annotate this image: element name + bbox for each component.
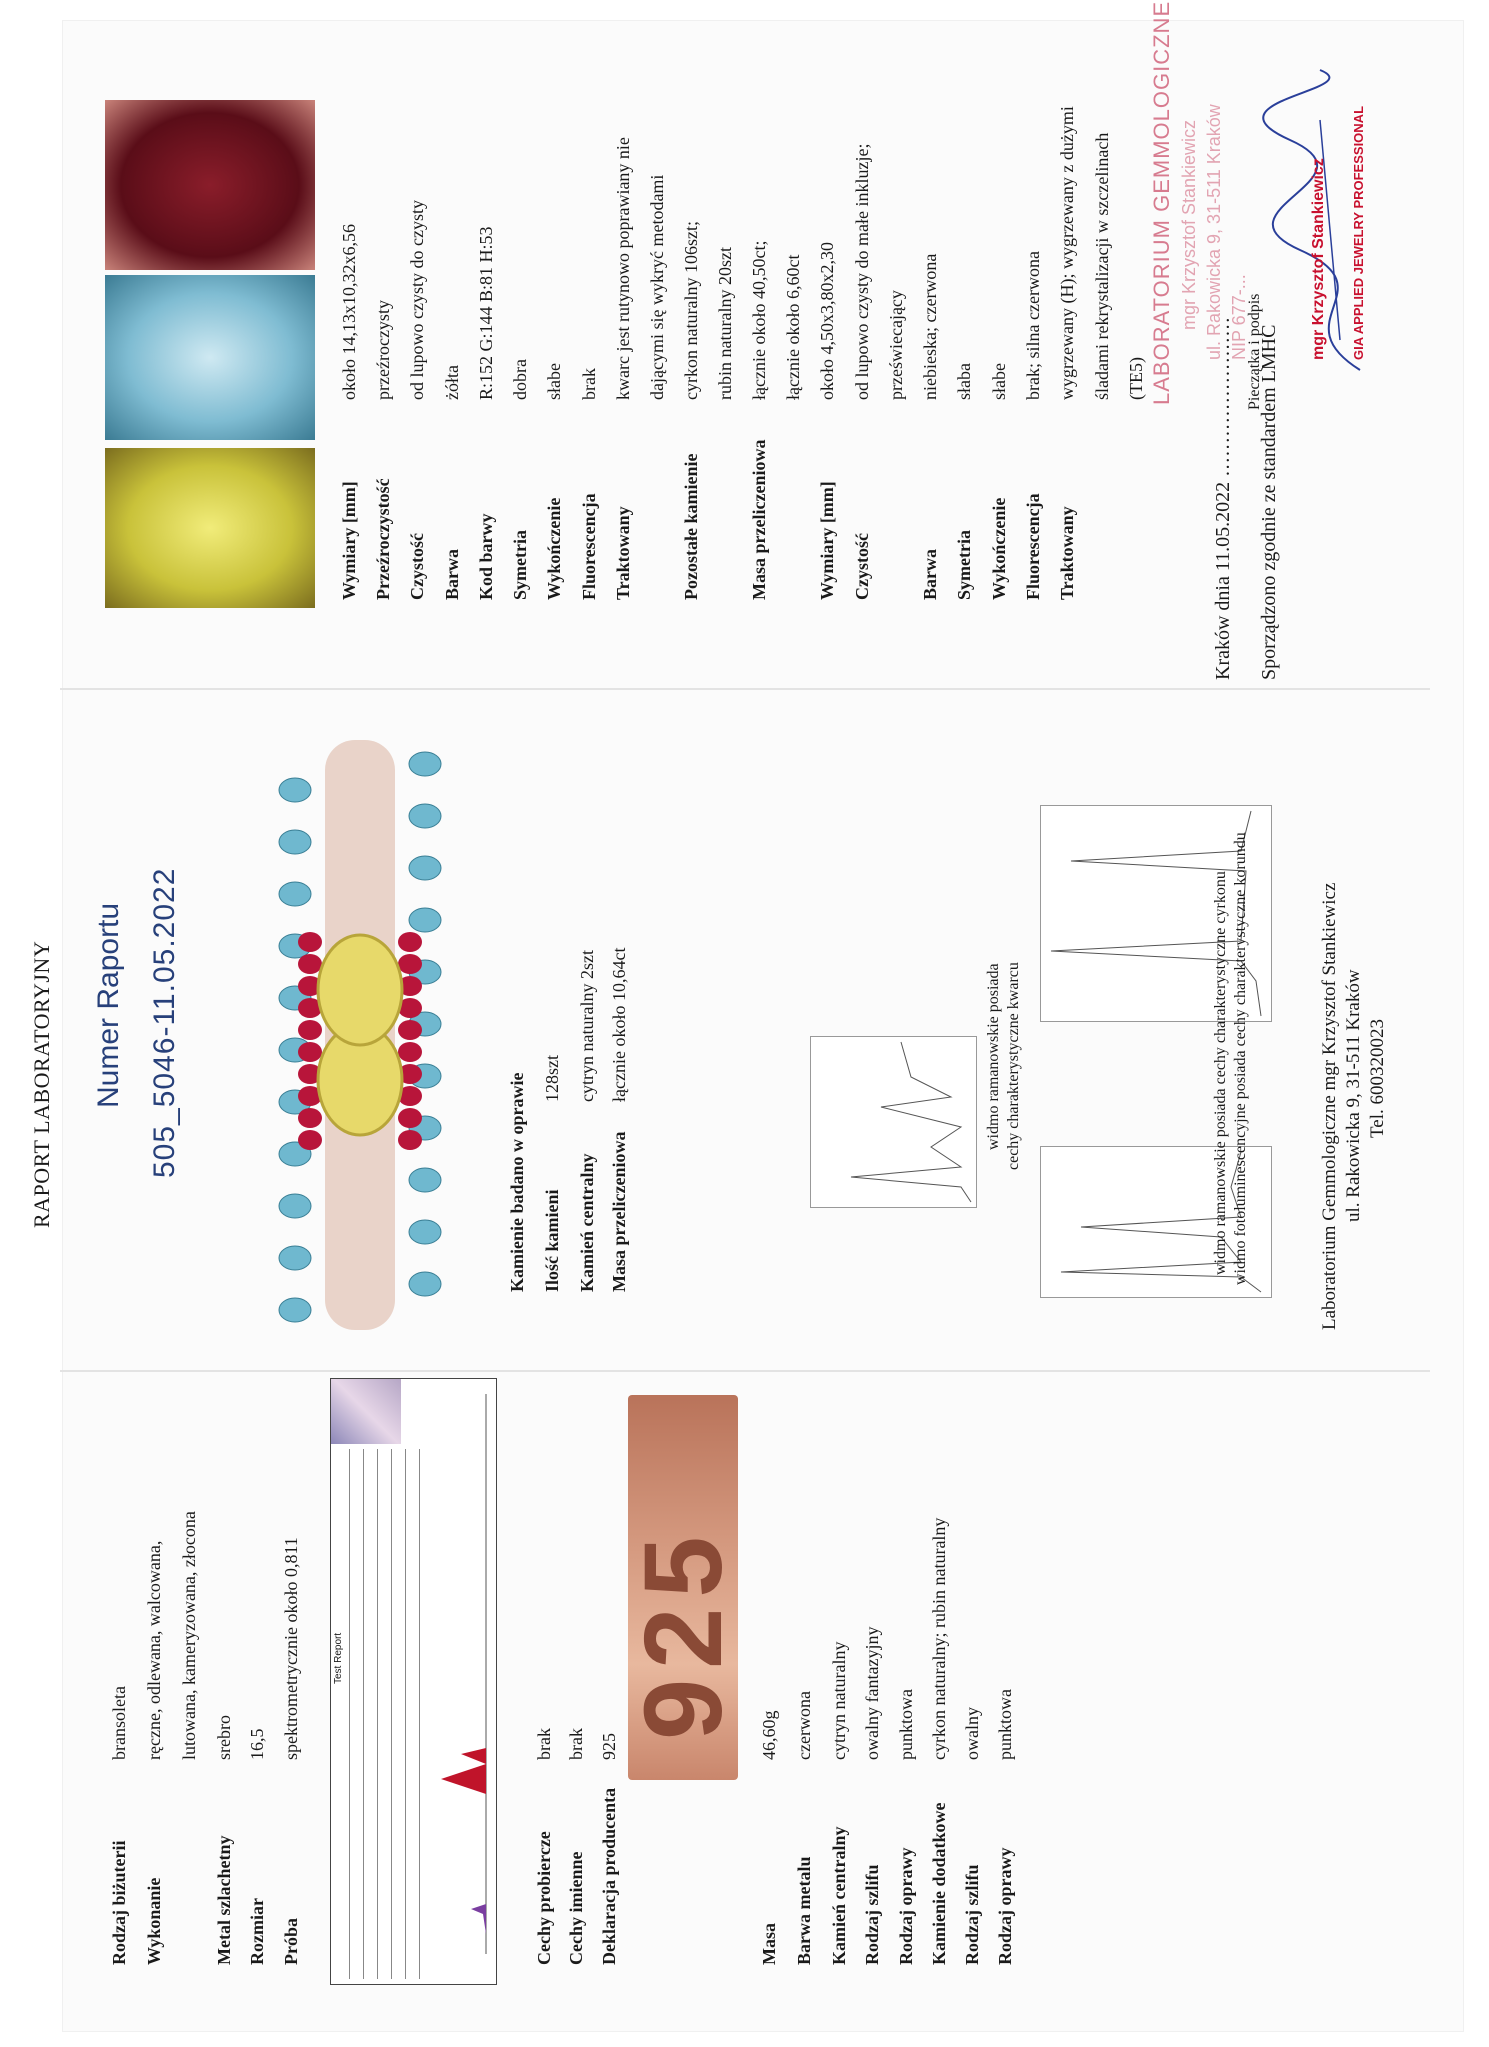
right-value-12: łącznie około 40,50ct; (749, 240, 769, 400)
zircon-photo (105, 275, 315, 440)
signature-name: mgr Krzysztof Stankiewicz (1310, 158, 1327, 360)
right-label-5: Symetria (510, 530, 530, 600)
report-table-line (363, 1449, 364, 1979)
value-metal: srebro (214, 1715, 234, 1760)
hallmark-925-text: 925 (622, 1526, 745, 1740)
test-report-box (330, 1378, 497, 1985)
raman-quartz-spectrum (810, 1036, 977, 1208)
right-value-14: około 4,50x3,80x2,30 (817, 241, 837, 400)
value-cechy-imienne: brak (566, 1728, 586, 1760)
label-bottom-5: Kamienie dodatkowe (929, 1802, 949, 1965)
right-value-10: cyrkon naturalny 106szt; (681, 221, 701, 400)
right-label-1: Przeźroczystość (373, 478, 393, 600)
stamp-line-1: LABORATORIUM GEMMOLOGICZNE (1149, 0, 1174, 405)
right-value-4: R:152 G:144 B:81 H:53 (476, 226, 496, 400)
label-bottom-6: Rodzaj szlifu (962, 1864, 982, 1965)
ruby-photo (105, 100, 315, 270)
report-number-value: 505_5046-11.05.2022 (148, 867, 181, 1178)
value-bottom-0: 46,60g (759, 1710, 779, 1760)
right-label-12: Masa przeliczeniowa (749, 439, 769, 600)
right-label-3: Barwa (442, 549, 462, 600)
sample-photo (331, 1379, 401, 1444)
value-bottom-4: punktowa (896, 1689, 916, 1760)
fold-line (60, 688, 1430, 690)
footer-phone: Tel. 600320023 (1367, 1019, 1388, 1138)
value-bottom-5: cyrkon naturalny; rubin naturalny (929, 1517, 949, 1760)
right-label-15: Czystość (852, 533, 872, 600)
right-value-15: od lupowo czysty do małe inkluzje; (852, 143, 872, 400)
label-bottom-0: Masa (759, 1923, 779, 1965)
label-bottom-7: Rodzaj oprawy (995, 1847, 1015, 1965)
value-bottom-6: owalny (962, 1707, 982, 1760)
right-label-0: Wymiary [mm] (339, 481, 359, 600)
stamp-line-4: NIP 677-... (1229, 274, 1249, 360)
spectrum-chart (431, 1394, 491, 1954)
label-proba: Próba (281, 1918, 301, 1965)
center-label-2: Kamień centralny (577, 1153, 597, 1292)
report-table-line (377, 1449, 378, 1979)
value-cechy-probiercze: brak (534, 1728, 554, 1760)
right-value-18: słaba (954, 363, 974, 400)
right-value-2: od lupowo czysty do czysty (407, 200, 427, 400)
right-label-20: Fluorescencja (1023, 493, 1043, 600)
report-table-line (391, 1449, 392, 1979)
center-label-3: Masa przeliczeniowa (609, 1131, 629, 1292)
label-metal: Metal szlachetny (214, 1835, 234, 1965)
value-proba: spektrometrycznie około 0,811 (281, 1537, 301, 1760)
value-bottom-7: punktowa (995, 1689, 1015, 1760)
right-label-6: Wykończenie (544, 497, 564, 600)
right-label-17: Barwa (920, 549, 940, 600)
right-label-10: Pozostałe kamienie (681, 453, 701, 600)
hallmark-925-photo (622, 1395, 745, 1780)
fold-line (60, 1370, 1430, 1372)
right-value-7: brak (579, 368, 599, 400)
report-table-line (349, 1449, 350, 1979)
right-value-3: żółta (442, 365, 462, 400)
report-table-line (419, 1449, 420, 1979)
right-value-20: brak; silna czerwona (1023, 251, 1043, 400)
right-label-19: Wykończenie (989, 497, 1009, 600)
value-bottom-2: cytryn naturalny (829, 1641, 849, 1760)
label-deklaracja: Deklaracja producenta (599, 1787, 619, 1965)
label-bottom-2: Kamień centralny (829, 1826, 849, 1965)
stamp-line-2: mgr Krzysztof Stankiewicz (1179, 119, 1199, 330)
right-label-4: Kod barwy (476, 513, 496, 600)
value-rodzaj-bizuterii: bransoleta (109, 1686, 129, 1760)
center-value-1: 128szt (542, 1055, 562, 1102)
standard-line: Sporządzono zgodnie ze standardem LMHC (1258, 324, 1280, 680)
footer-address: ul. Rakowicka 9, 31-511 Kraków (1343, 969, 1364, 1222)
right-label-2: Czystość (407, 533, 427, 600)
right-label-14: Wymiary [mm] (817, 481, 837, 600)
value-wykonanie: ręczne, odlewana, walcowana, (144, 1540, 164, 1760)
test-report-title: Test Report (333, 1632, 344, 1684)
right-value-13: łącznie około 6,60ct (783, 254, 803, 400)
right-value-6: słabe (544, 363, 564, 400)
value-wykonanie-2: lutowana, kameryzowana, złocona (179, 1511, 199, 1760)
gia-line: GIA APPLIED JEWELRY PROFESSIONAL (1351, 105, 1366, 360)
right-value-23: (TE5) (1126, 357, 1146, 400)
caption-quartz-1: widmo ramanowskie posiada (985, 963, 1002, 1150)
label-wykonanie: Wykonanie (144, 1877, 164, 1965)
signature (1260, 60, 1400, 380)
report-table-line (405, 1449, 406, 1979)
right-value-21: wygrzewany (H); wygrzewany z dużymi (1057, 106, 1077, 400)
center-label-1: Ilość kamieni (542, 1189, 562, 1292)
raman-quartz-spectrum-plot (811, 1037, 976, 1207)
signature-scribble (1260, 60, 1400, 380)
right-label-18: Symetria (954, 530, 974, 600)
right-label-8: Traktowany (613, 506, 633, 600)
caption-corundum: widmo fotoluminescencyjne posiada cechy charakterystyczne korundu (1232, 832, 1249, 1285)
right-value-16: przeświecający (886, 290, 906, 400)
label-bottom-4: Rodzaj oprawy (896, 1847, 916, 1965)
value-rozmiar: 16,5 (247, 1728, 267, 1760)
right-value-11: rubin naturalny 20szt (715, 247, 735, 400)
right-value-22: śladami rekrystalizacji w szczelinach (1092, 132, 1112, 400)
center-value-2: cytryn naturalny 2szt (577, 950, 597, 1102)
value-deklaracja: 925 (599, 1733, 619, 1760)
value-bottom-3: owalny fantazyjny (862, 1626, 882, 1760)
bracelet-photo (255, 740, 465, 1330)
right-label-21: Traktowany (1057, 506, 1077, 600)
sign-label: Pieczątka i podpis (1246, 293, 1263, 410)
footer-lab-name: Laboratorium Gemmologiczne mgr Krzysztof Stankiewicz (1319, 882, 1340, 1330)
center-value-3: łącznie około 10,64ct (609, 947, 629, 1102)
right-value-8: kwarc jest rutynowo poprawiany nie (613, 137, 633, 400)
label-bottom-3: Rodzaj szlifu (862, 1864, 882, 1965)
right-value-9: dającymi się wykryć metodami (647, 174, 667, 400)
date-line: Kraków dnia 11.05.2022 …………………… (1212, 316, 1234, 680)
citrine-photo (105, 448, 315, 608)
right-value-0: około 14,13x10,32x6,56 (339, 223, 359, 400)
center-label-0: Kamienie badano w oprawie (507, 1072, 527, 1292)
right-value-1: przeźroczysty (373, 300, 393, 400)
label-cechy-probiercze: Cechy probiercze (534, 1831, 554, 1965)
caption-zircon: widmo ramanowskie posiada cechy charakterystyczne cyrkonu (1212, 871, 1229, 1275)
label-rodzaj-bizuterii: Rodzaj biżuterii (109, 1840, 129, 1965)
right-value-5: dobra (510, 359, 530, 400)
right-value-17: niebieska; czerwona (920, 253, 940, 400)
report-title: RAPORT LABORATORYJNY (29, 940, 54, 1228)
label-cechy-imienne: Cechy imienne (566, 1851, 586, 1965)
label-bottom-1: Barwa metalu (794, 1856, 814, 1965)
value-bottom-1: czerwona (794, 1691, 814, 1760)
stamp-line-3: ul. Rakowicka 9, 31-511 Kraków (1204, 104, 1224, 360)
right-label-7: Fluorescencja (579, 493, 599, 600)
bracelet-illustration (255, 740, 465, 1330)
report-number-label: Numer Raportu (92, 902, 125, 1108)
caption-quartz-2: cechy charakterystyczne kwarcu (1005, 962, 1022, 1170)
label-rozmiar: Rozmiar (247, 1898, 267, 1965)
right-value-19: słabe (989, 363, 1009, 400)
